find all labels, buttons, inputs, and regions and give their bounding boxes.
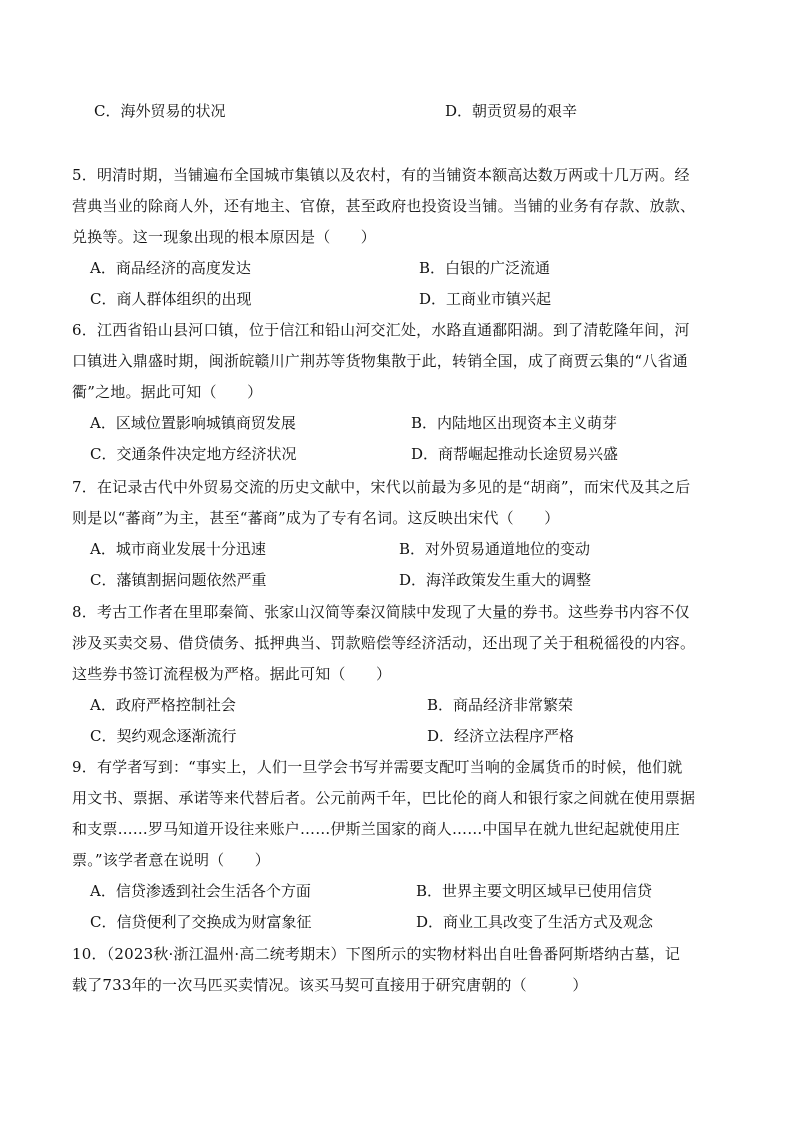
q5-option-a: A．商品经济的高度发达 — [90, 259, 251, 277]
q5-option-c: C．商人群体组织的出现 — [90, 290, 252, 308]
q10-stem-line-1: 10．（2023秋·浙江温州·高二统考期末）下图所示的实物材料出自吐鲁番阿斯塔纳古墓，记 — [72, 945, 681, 963]
q8-option-b: B．商品经济非常繁荣 — [427, 696, 574, 714]
q5-option-b: B．白银的广泛流通 — [419, 259, 551, 277]
q9-stem-line-4: 票。”该学者意在说明（ ） — [72, 851, 270, 869]
q6-option-b: B．内陆地区出现资本主义萌芽 — [411, 414, 618, 432]
q10-stem-line-2: 载了733年的一次马匹买卖情况。该买马契可直接用于研究唐朝的（ ） — [72, 976, 588, 994]
q4-option-c: C．海外贸易的状况 — [94, 102, 226, 120]
q7-option-a: A．城市商业发展十分迅速 — [90, 540, 266, 558]
q7-option-d: D．海洋政策发生重大的调整 — [399, 571, 592, 589]
q8-option-c: C．契约观念逐渐流行 — [90, 727, 237, 745]
q9-option-d: D．商业工具改变了生活方式及观念 — [416, 913, 654, 931]
q8-stem-line-3: 这些券书签订流程极为严格。据此可知（ ） — [72, 665, 392, 683]
q4-option-d: D．朝贡贸易的艰辛 — [445, 102, 578, 120]
q6-stem-line-1: 6．江西省铅山县河口镇，位于信江和铅山河交汇处，水路直通鄱阳湖。到了清乾隆年间，河 — [72, 321, 690, 339]
q9-option-a: A．信贷渗透到社会生活各个方面 — [90, 882, 311, 900]
q7-stem-line-2: 则是以“蕃商”为主，甚至“蕃商”成为了专有名词。这反映出宋代（ ） — [72, 509, 560, 527]
q5-option-d: D．工商业市镇兴起 — [419, 290, 552, 308]
q5-stem-line-1: 5．明清时期，当铺遍布全国城市集镇以及农村，有的当铺资本额高达数万两或十几万两。经 — [72, 166, 690, 184]
q6-option-a: A．区域位置影响城镇商贸发展 — [90, 414, 296, 432]
q8-stem-line-1: 8．考古工作者在里耶秦简、张家山汉简等秦汉简牍中发现了大量的券书。这些券书内容不仅 — [72, 603, 690, 621]
q7-option-b: B．对外贸易通道地位的变动 — [399, 540, 591, 558]
q7-stem-line-1: 7．在记录古代中外贸易交流的历史文献中，宋代以前最为多见的是“胡商”，而宋代及其之后 — [72, 478, 691, 496]
q6-option-d: D．商帮崛起推动长途贸易兴盛 — [411, 445, 619, 463]
q6-stem-line-2: 口镇进入鼎盛时期，闽浙皖赣川广荆苏等货物集散于此，转销全国，成了商贾云集的“八省通 — [72, 352, 688, 370]
q9-option-c: C．信贷便利了交换成为财富象征 — [90, 913, 312, 931]
q8-option-a: A．政府严格控制社会 — [90, 696, 236, 714]
q6-stem-line-3: 衢”之地。据此可知（ ） — [72, 383, 263, 401]
q5-stem-line-2: 营典当业的除商人外，还有地主、官僚，甚至政府也投资设当铺。当铺的业务有存款、放款、 — [72, 197, 696, 215]
q5-stem-line-3: 兑换等。这一现象出现的根本原因是（ ） — [72, 228, 377, 246]
q8-stem-line-2: 涉及买卖交易、借贷债务、抵押典当、罚款赔偿等经济活动，还出现了关于租税徭役的内容。 — [72, 634, 696, 652]
q7-option-c: C．藩镇割据问题依然严重 — [90, 571, 267, 589]
q9-stem-line-1: 9．有学者写到：“事实上，人们一旦学会书写并需要支配叮当响的金属货币的时候，他们就 — [72, 758, 683, 776]
q9-option-b: B．世界主要文明区域早已使用信贷 — [416, 882, 653, 900]
q6-option-c: C．交通条件决定地方经济状况 — [90, 445, 297, 463]
q8-option-d: D．经济立法程序严格 — [427, 727, 575, 745]
q9-stem-line-3: 和支票……罗马知道开设往来账户……伊斯兰国家的商人……中国早在就九世纪起就使用庄 — [72, 820, 681, 838]
q9-stem-line-2: 用文书、票据、承诺等来代替后者。公元前两千年，巴比伦的商人和银行家之间就在使用票据 — [72, 789, 696, 807]
